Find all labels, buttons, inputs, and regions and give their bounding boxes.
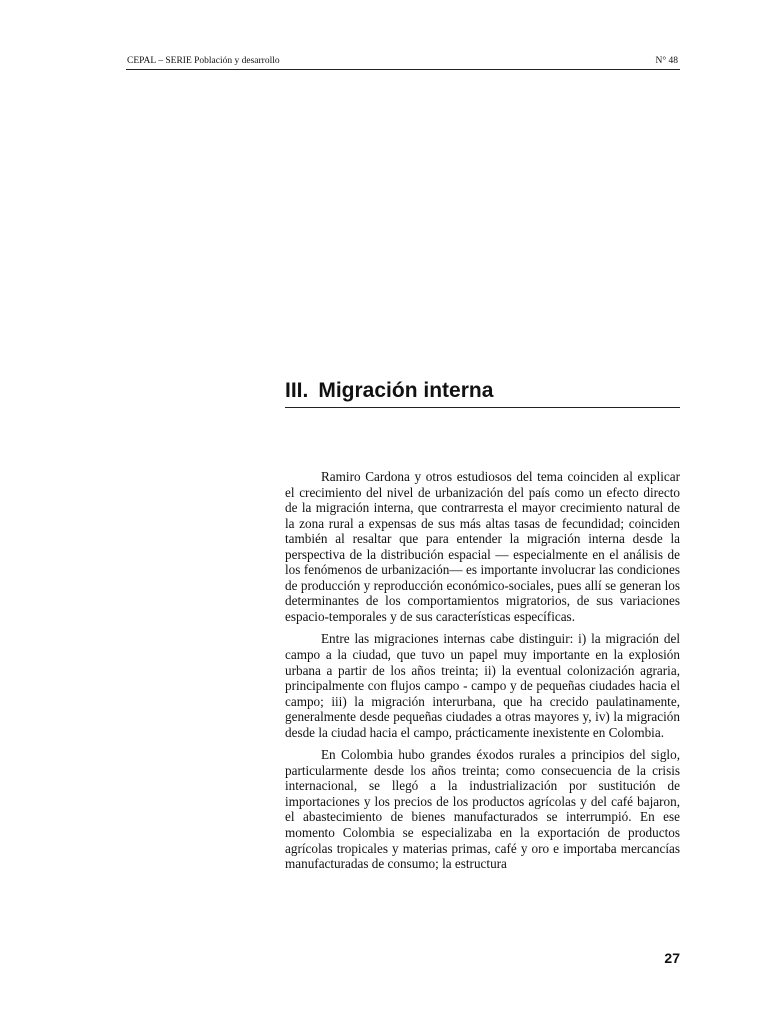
chapter-title-text: Migración interna (318, 379, 494, 402)
body-text (285, 469, 680, 879)
paragraph-3: En Colombia hubo grandes éxodos rurales a principios del siglo, particularmente desde los años treinta; como consecuencia de la crisis internacional, se llegó a la industrialización por sustitución de importaciones y los precios de los productos agrícolas y del café bajaron, el abastecimiento de bienes manufacturados se interrumpió. En ese momento Colombia se especializaba en la exportación de productos agrícolas tropicales y materias primas, café y oro e importaba mercancías manufacturadas de consumo; la estructura (285, 747, 680, 872)
running-header (126, 56, 680, 70)
chapter-heading (285, 378, 680, 408)
header-issue-number: N° 48 (655, 56, 678, 66)
page-number: 27 (664, 950, 680, 966)
paragraph-1: Ramiro Cardona y otros estudiosos del tema coinciden al explicar el crecimiento del nivel de urbanización del país como un efecto directo de la migración interna, que contrarresta el mayor crecimiento natural de la zona rural a expensas de sus más altas tasas de fecundidad; coinciden también al resaltar que para entender la migración interna desde la perspectiva de la distribución espacial — especialmente en el análisis de los fenómenos de urbanización— es importante involucrar las condiciones de producción y reproducción económico-sociales, pues allí se generan los determinantes de los comportamientos migratorios, de sus variaciones espacio-temporales y de sus características específicas. (285, 469, 680, 624)
paragraph-2: Entre las migraciones internas cabe distinguir: i) la migración del campo a la ciudad, que tuvo un papel muy importante en la explosión urbana a partir de los años treinta; ii) la eventual colonización agraria, principalmente con flujos campo - campo y de pequeñas ciudades hacia el campo; iii) la migración interurbana, que ha crecido paulatinamente, generalmente desde pequeñas ciudades a otras mayores y, iv) la migración desde la ciudad hacia el campo, prácticamente inexistente en Colombia. (285, 631, 680, 740)
header-series-title: CEPAL – SERIE Población y desarrollo (127, 56, 280, 66)
chapter-number: III. (285, 379, 309, 402)
